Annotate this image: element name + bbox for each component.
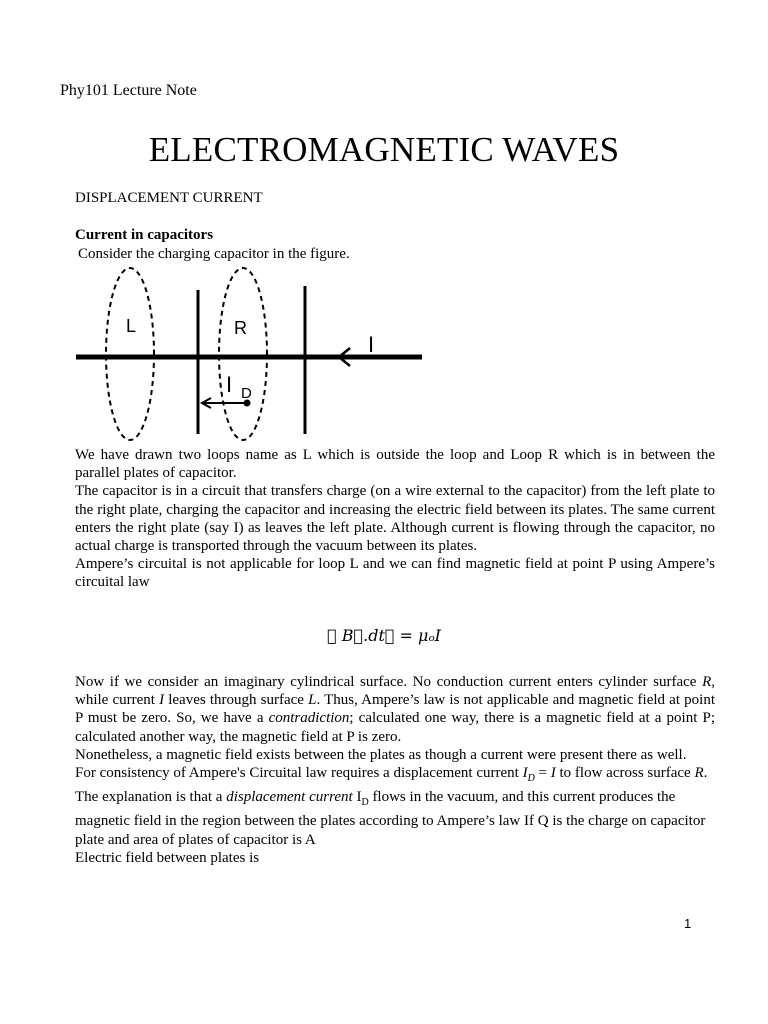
loop-r-label: R: [234, 318, 247, 338]
paragraph: The explanation is that a displacement current $I_D$ flows in the vacuum, and this current produces the magnetic field in the region between the plates according to Ampere’s law If Q is the charge on capacitor plate and area of plates of capacitor is A: [75, 789, 706, 848]
paragraph: Electric field between plates is: [75, 849, 260, 866]
capacitor-figure: [60, 262, 440, 447]
paragraph: The capacitor is in a circuit that transfers charge (on a wire external to the capacitor) from the left plate to the right plate, charging the capacitor and increasing the electric field between its plates. The same current enters the right plate (say I) as leaves the left plate. Although current is flowing through the capacitor, no actual charge is transported through the vacuum between its plates.: [75, 483, 715, 555]
page-number: 1: [684, 916, 692, 931]
loop-r: [219, 268, 267, 440]
body-paragraphs: [75, 446, 715, 592]
ampere-equation: ∮ B⃗.dt⃗ = μₒI: [327, 626, 441, 645]
displacement-subscript: D: [241, 385, 252, 402]
loop-l-label: L: [126, 316, 137, 336]
intro-text: Consider the charging capacitor in the figure.: [78, 246, 350, 262]
loop-l: [106, 268, 154, 440]
current-label: I: [368, 332, 375, 357]
header-note: Phy101 Lecture Note: [60, 82, 197, 99]
subheading: Current in capacitors: [75, 227, 214, 243]
page-title: ELECTROMAGNETIC WAVES: [148, 130, 620, 169]
body-paragraphs-continued: [75, 673, 715, 867]
paragraph: For consistency of Ampere's Circuital law requires a displacement current $I_D = I$ to flow across surface R.: [75, 765, 708, 785]
displacement-label: I: [226, 372, 233, 397]
paragraph: Now if we consider an imaginary cylindrical surface. No conduction current enters cylinder surface R, while current I leaves through surface L. Thus, Ampere’s law is not applicable and magnetic field at point P must be zero. So, we have a contradiction; calculated one way, there is a magnetic field at a point P; calculated another way, the magnetic field at P is zero.: [75, 674, 715, 745]
section-heading: DISPLACEMENT CURRENT: [75, 190, 263, 206]
paragraph: Ampere’s circuital is not applicable for loop L and we can find magnetic field at point P using Ampere’s circuital law: [75, 556, 715, 591]
paragraph: Nonetheless, a magnetic field exists between the plates as though a current were present there as well.: [75, 746, 687, 763]
paragraph: We have drawn two loops name as L which is outside the loop and Loop R which is in between the parallel plates of capacitor.: [75, 447, 715, 482]
